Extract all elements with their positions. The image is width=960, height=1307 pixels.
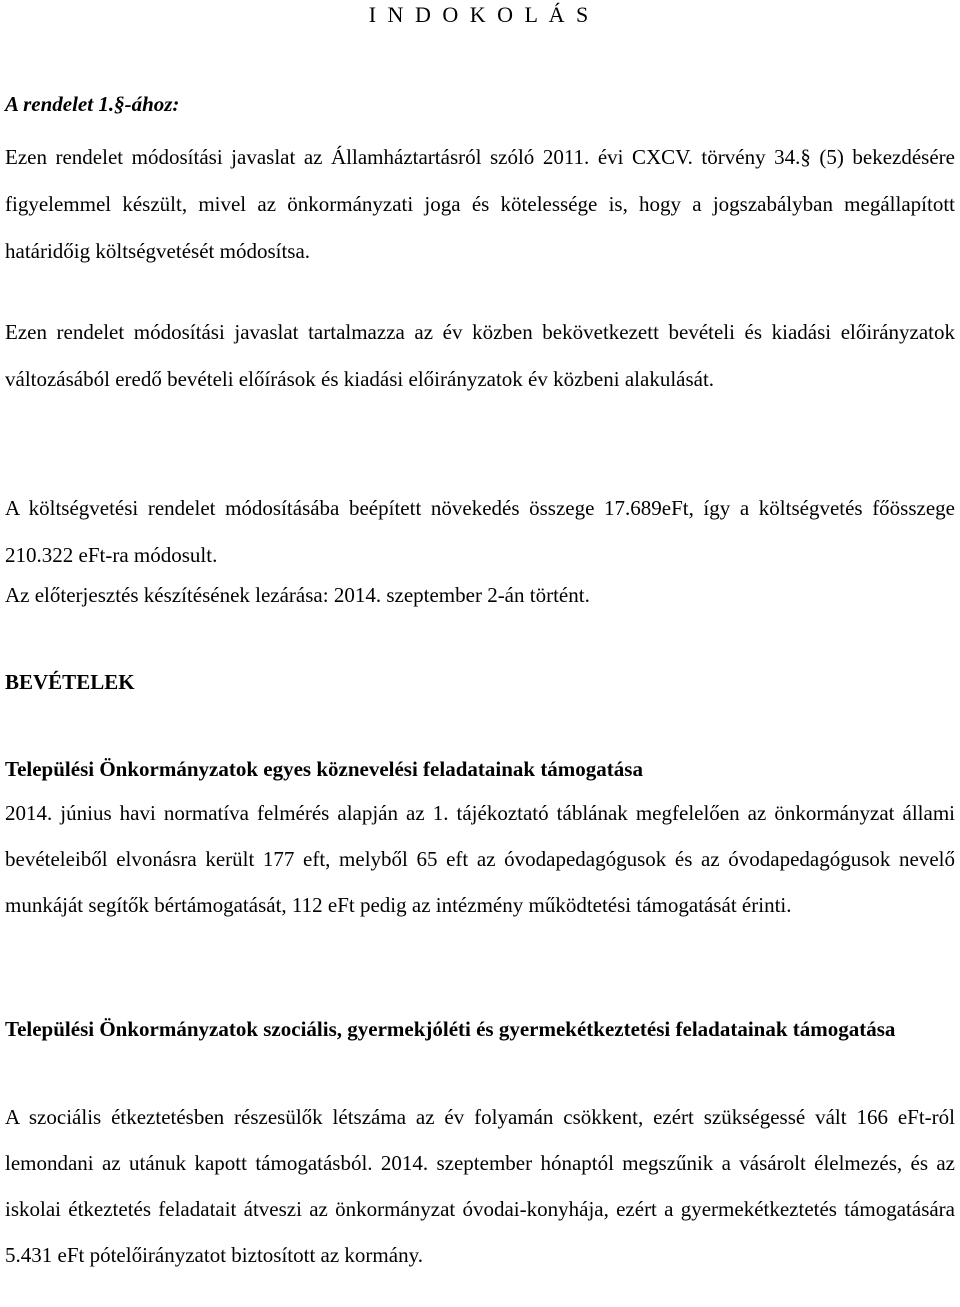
section-heading-rendelet: A rendelet 1.§-ához: xyxy=(5,92,180,116)
section-heading-bevetelek: BEVÉTELEK xyxy=(5,670,135,694)
subheading-koznevelesi: Települési Önkormányzatok egyes köznevelési feladatainak támogatása xyxy=(5,757,643,781)
paragraph-content-summary: Ezen rendelet módosítási javaslat tartalmazza az év közben bekövetkezett bevételi és kiadási előirányzatok változásából eredő bevételi előírások és kiadási előirányzatok év közbeni alakulását. xyxy=(5,320,955,391)
paragraph-closing-date: Az előterjesztés készítésének lezárása: 2014. szeptember 2-án történt. xyxy=(5,583,590,607)
paragraph-koznevelesi: 2014. június havi normatíva felmérés alapján az 1. tájékoztató táblának megfelelően az önkormányzat állami bevételeiből elvonásra került 177 eft, melyből 65 eft az óvodapedagógusok és az óvodapedagógusok nevelő munkáját segítők bértámogatását, 112 eFt pedig az intézmény működtetési támogatását érinti. xyxy=(5,801,955,917)
paragraph-budget-increase: A költségvetési rendelet módosításába beépített növekedés összege 17.689eFt, így a költségvetés főösszege 210.322 eFt-ra módosult. xyxy=(5,496,955,567)
subheading-szocialis: Települési Önkormányzatok szociális, gyermekjóléti és gyermekétkeztetési feladatainak támogatása xyxy=(5,1017,896,1041)
paragraph-legal-basis: Ezen rendelet módosítási javaslat az Államháztartásról szóló 2011. évi CXCV. törvény 34.§ (5) bekezdésére figyelemmel készült, mivel az önkormányzati joga és kötelessége is, hogy a jogszabályban megállapított határidőig költségvetését módosítsa. xyxy=(5,145,955,263)
document-title: I N D O K O L Á S xyxy=(368,2,592,27)
paragraph-szocialis: A szociális étkeztetésben részesülők létszáma az év folyamán csökkent, ezért szükségessé vált 166 eFt-ról lemondani az utánuk kapott támogatásból. 2014. szeptember hónaptól megszűnik a vásárolt élelmezés, és az iskolai étkeztetés feladatait átveszi az önkormányzat óvodai-konyhája, ezért a gyermekétkeztetés támogatására 5.431 eFt pótelőirányzatot biztosított az kormány. xyxy=(5,1105,955,1267)
